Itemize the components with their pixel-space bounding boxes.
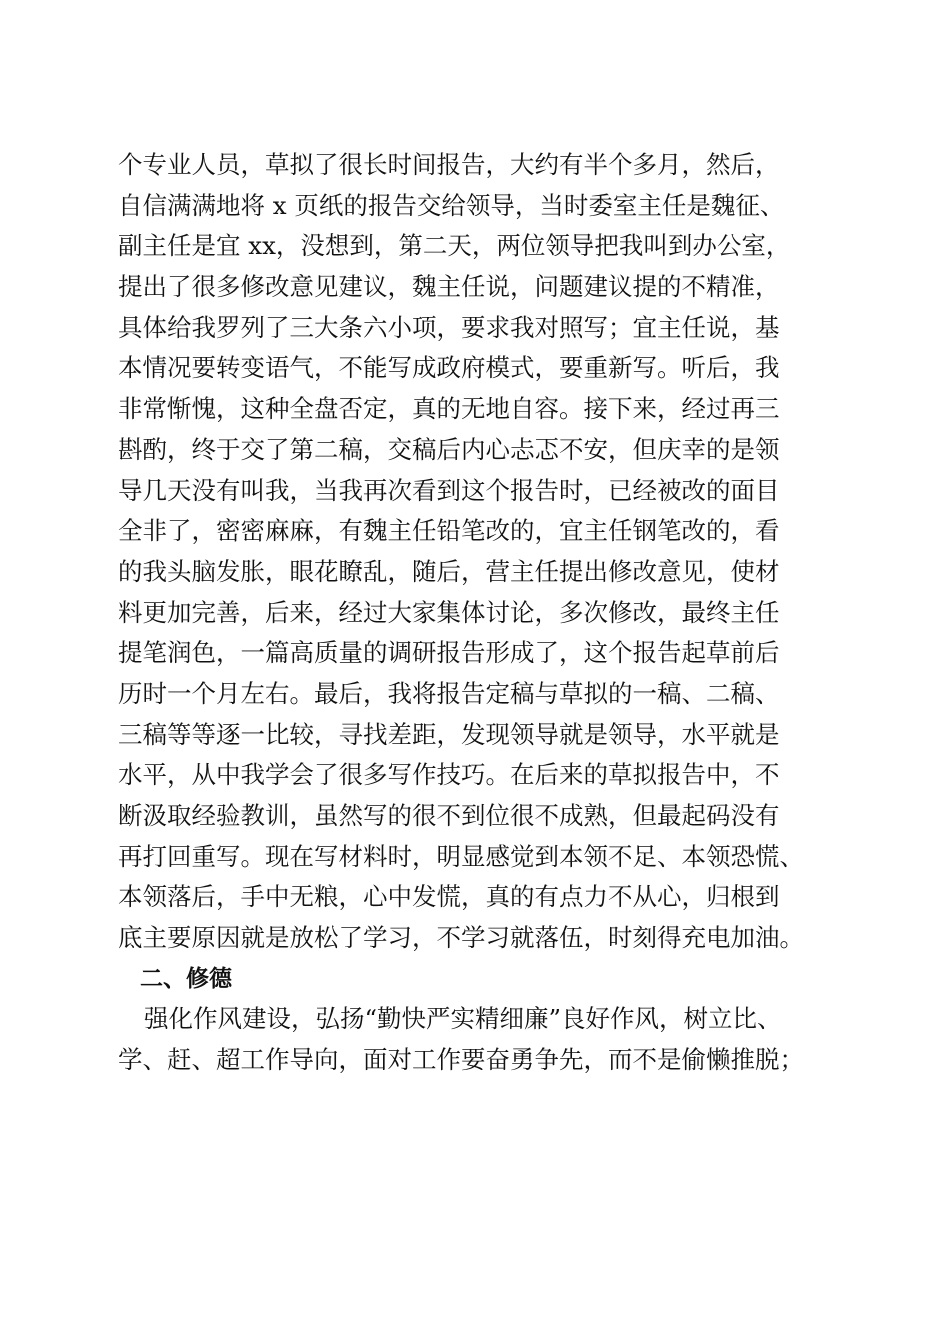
body-line: 的我头脑发胀，眼花瞭乱，随后，营主任提出修改意见，使材 [118, 556, 780, 586]
body-line: 全非了，密密麻麻，有魏主任铅笔改的，宜主任钢笔改的，看 [118, 516, 780, 546]
body-line: 非常惭愧，这种全盘否定，真的无地自容。接下来，经过再三 [118, 394, 780, 424]
body-line: 提笔润色，一篇高质量的调研报告形成了，这个报告起草前后 [118, 638, 780, 668]
body-line: 底主要原因就是放松了学习，不学习就落伍，时刻得充电加油。 [118, 923, 804, 953]
body-line: 料更加完善，后来，经过大家集体讨论，多次修改，最终主任 [118, 597, 780, 627]
document-body [118, 145, 838, 1081]
body-line: 导几天没有叫我，当我再次看到这个报告时，已经被改的面目 [118, 475, 780, 505]
body-line: 再打回重写。现在写材料时，明显感觉到本领不足、本领恐慌、 [118, 841, 804, 871]
body-line: 斟酌，终于交了第二稿，交稿后内心忐忑不安，但庆幸的是领 [118, 434, 780, 464]
body-line: 副主任是宜 xx，没想到，第二天，两位领导把我叫到办公室， [118, 231, 791, 261]
body-line: 水平，从中我学会了很多写作技巧。在后来的草拟报告中，不 [118, 760, 780, 790]
body-line: 本情况要转变语气，不能写成政府模式，要重新写。听后，我 [118, 353, 780, 383]
paragraph-first-line: 强化作风建设，弘扬“勤快严实精细廉”良好作风，树立比、 [144, 1004, 782, 1034]
body-line: 历时一个月左右。最后，我将报告定稿与草拟的一稿、二稿、 [118, 678, 780, 708]
body-line: 本领落后，手中无粮，心中发慌，真的有点力不从心，归根到 [118, 882, 780, 912]
body-line: 三稿等等逐一比较，寻找差距，发现领导就是领导，水平就是 [118, 719, 780, 749]
body-line: 提出了很多修改意见建议，魏主任说，问题建议提的不精准， [118, 272, 780, 302]
body-line: 学、赶、超工作导向，面对工作要奋勇争先，而不是偷懒推脱； [118, 1045, 804, 1075]
body-line: 个专业人员，草拟了很长时间报告，大约有半个多月，然后， [118, 150, 780, 179]
section-heading: 二、修德 [140, 965, 232, 992]
body-line: 具体给我罗列了三大条六小项，要求我对照写；宜主任说，基 [118, 312, 780, 342]
body-line: 断汲取经验教训，虽然写的很不到位很不成熟，但最起码没有 [118, 801, 780, 830]
body-line: 自信满满地将 x 页纸的报告交给领导，当时委室主任是魏征、 [118, 190, 785, 220]
